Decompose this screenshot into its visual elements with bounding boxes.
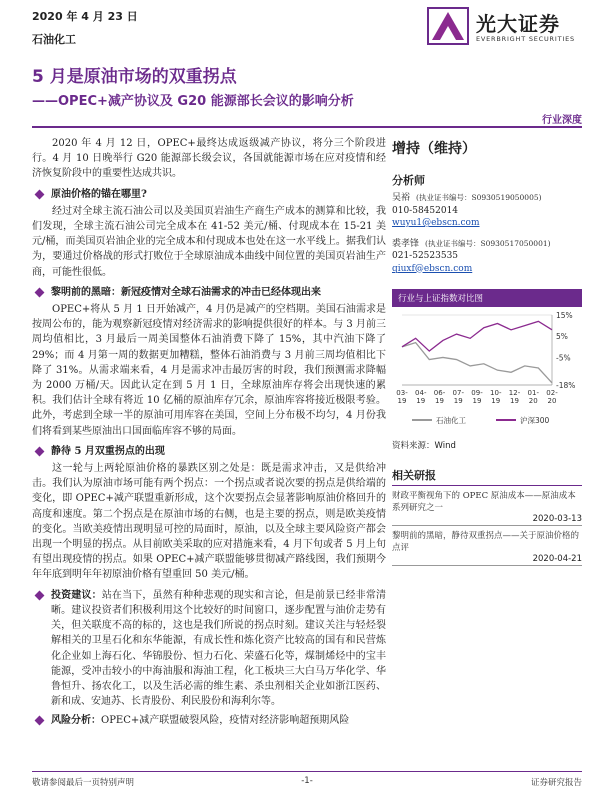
risk-analysis-label: 风险分析： xyxy=(51,715,101,727)
related-report-date: 2020-03-13 xyxy=(392,514,582,526)
comparison-chart xyxy=(392,289,582,451)
chart-title: 行业与上证指数对比图 xyxy=(392,289,582,307)
related-report-title[interactable]: 财政平衡视角下的 OPEC 原油成本——原油成本系列研究之一 xyxy=(392,491,576,513)
chart-legend-label: 石油化工 xyxy=(436,416,466,425)
footer-disclaimer: 敬请参阅最后一页特别声明 xyxy=(32,778,135,788)
report-date: 2020 年 4 月 23 日 xyxy=(32,10,138,23)
section-2-text: OPEC+将从 5 月 1 日开始减产，4 月仍是减产的空档期。美国石油需求是按周公布的，能为观察新冠疫情对经济需求的影响提供很好的样本。与 3 月前三周均值相比，3 月最后一周美国整体石油消费下降了 15%，其中汽油下降了 29%；而 4 月第一周的数据更加糟糕，整体石油消费与 3 月前三周均值相比下降了 31%。从需求端来看，4 月是需求冲击最厉害的时段，我们预测需求降幅为 2000 万桶/天。因此认定在到 5 月 1 日，全球原油库存将会出现快速的累积。我们估计全球有将近 10 亿桶的原油库存冗余，原油库容将接近极限考验。此外，考虑到全球一半的原油可用库容在美国，空间上分布极不均匀，4 月份我们将看到某些原油出口国面临库容不够的局面。 xyxy=(32,304,386,437)
logo-name: 光大证券 xyxy=(476,12,560,36)
related-report-title[interactable]: 黎明前的黑暗，静待双重拐点——关于原油价格的点评 xyxy=(392,531,580,553)
section-3-text: 这一轮与上两轮原油价格的暴跌区别之处是：既是需求冲击，又是供给冲击。我们认为原油市场可能有两个拐点：一个拐点或者说次要的拐点是供给端的变化，即 OPEC+减产联盟重新形成，这个次要拐点会显著影响原油价格回升的高度和速度。第二个拐点是在原油市场的右侧，也是主要的拐点，则是欧美疫情的变化。当欧美疫情出现明显可控的局面时，原油，以及全球主要风险资产都会出现一个明显的拐点。从目前欧美采取的应对措施来看，4 月下旬或者 5 月上旬有望出现疫情的拐点。如果 OPEC+减产联盟能够贯彻减产路线图，我们预期今年年底到明年年初原油价格有望重回 50 美元/桶。 xyxy=(32,463,386,581)
chart-x-tick-label: 06-19 xyxy=(433,389,446,405)
chart-series-line-petrochem xyxy=(402,343,552,383)
analyst-2-license: (执业证书编号：S0930517050001) xyxy=(425,238,551,248)
chart-x-tick-label: 03-19 xyxy=(396,389,408,405)
report-category: 石油化工 xyxy=(32,33,76,46)
section-3-heading: 静待 5 月双重拐点的出现 xyxy=(51,445,165,457)
rating: 增持（维持） xyxy=(392,141,476,157)
related-reports-heading: 相关研报 xyxy=(392,467,582,486)
analyst-1-name: 吴裕 xyxy=(392,193,411,203)
chart-y-tick-label: -5% xyxy=(556,353,571,363)
analyst-2-name: 裘孝锋 xyxy=(392,238,420,249)
analyst-2 xyxy=(392,238,582,276)
section-heading xyxy=(32,285,386,300)
page-footer xyxy=(32,771,582,788)
analyst-1 xyxy=(392,192,582,230)
diamond-bullet-icon xyxy=(35,590,45,600)
section-heading xyxy=(32,444,386,459)
analyst-2-email-link[interactable]: qiuxf@ebscn.com xyxy=(392,263,473,274)
chart-x-tick-label: 09-19 xyxy=(471,389,483,405)
logo-mark-icon xyxy=(426,6,470,46)
analyst-1-license: (执业证书编号：S0930519050005) xyxy=(416,193,542,202)
analyst-1-phone: 010-58452014 xyxy=(392,205,459,216)
main-column xyxy=(32,136,386,729)
report-type-tag: 行业深度 xyxy=(542,115,582,126)
header-rule xyxy=(32,126,582,128)
section-2-heading: 黎明前的黑暗：新冠疫情对全球石油需求的冲击已经体现出来 xyxy=(51,286,321,298)
related-report-date: 2020-04-21 xyxy=(392,554,582,566)
analyst-heading: 分析师 xyxy=(392,174,425,187)
report-title: 5 月是原油市场的双重拐点 xyxy=(32,67,237,87)
analyst-1-email-link[interactable]: wuyu1@ebscn.com xyxy=(392,218,480,228)
company-logo xyxy=(426,6,586,50)
diamond-bullet-icon xyxy=(35,716,45,726)
analyst-2-phone: 021-52523535 xyxy=(392,251,459,261)
investment-advice xyxy=(32,588,386,710)
chart-x-tick-label: 02-20 xyxy=(546,389,558,405)
chart-x-tick-label: 01-20 xyxy=(527,389,539,405)
chart-x-tick-label: 07-19 xyxy=(452,389,464,405)
risk-analysis-text: OPEC+减产联盟破裂风险，疫情对经济影响超预期风险 xyxy=(101,715,350,727)
intro-paragraph: 2020 年 4 月 12 日，OPEC+最终达成返级减产协议，将分三个阶段进行。4 月 10 日晚举行 G20 能源部长级会议，各国就能源市场在应对疫情和经济恢复阶段中的重要性达成共识。 xyxy=(32,138,386,180)
diamond-bullet-icon xyxy=(35,189,45,199)
chart-y-tick-label: 5% xyxy=(556,332,568,342)
chart-source: 资料来源：Wind xyxy=(392,441,456,451)
chart-series-line-csi300 xyxy=(402,321,552,351)
risk-analysis xyxy=(32,713,386,728)
chart-x-tick-label: 10-19 xyxy=(490,389,502,405)
investment-advice-text: 站在当下，虽然有种种悲观的现实和言论，但是前景已经非常清晰。建议投资者们积极利用这个比较好的时间窗口，逐步配置与油价走势有关，但关联度不高的标的，这也是我们所说的拐点时刻。建议关注与轻烃裂解相关的卫星石化和东华能源，有成长性和炼化资产比较高的国有和民营炼化企业如上海石化、华锦股份、恒力石化、荣盛石化等，煤制烯烃中的宝丰能源，受冲击较小的中海油服和海油工程，化工板块三大白马万华化学、华鲁恒升、扬农化工，以及生活必需的维生素、杀虫剂相关企业如浙江医药、新和成、安迪苏、长青股份、利民股份和海利尔等。 xyxy=(51,589,386,708)
chart-y-tick-label: 15% xyxy=(556,311,573,320)
chart-x-tick-label: 04-19 xyxy=(415,389,427,405)
section-heading xyxy=(32,187,386,202)
sidebar xyxy=(392,136,582,566)
diamond-bullet-icon xyxy=(35,447,45,457)
page-number: -1- xyxy=(301,776,313,786)
footer-label: 证券研究报告 xyxy=(530,778,582,788)
chart-plot xyxy=(392,307,582,431)
diamond-bullet-icon xyxy=(35,287,45,297)
chart-y-tick-label: -18% xyxy=(556,381,576,390)
logo-english: EVERBRIGHT SECURITIES xyxy=(476,35,575,43)
chart-legend-label: 沪深300 xyxy=(520,416,550,425)
investment-advice-label: 投资建议： xyxy=(51,589,102,601)
section-1-text: 经过对全球主流石油公司以及美国页岩油生产商生产成本的测算和比较，我们发现，全球主流石油公司完全成本在 41-52 美元/桶、付现成本在 15-21 美元/桶，而美国页岩油企业的完全成本和付现成本也处在这一水平线上。据我们认为，要通过价格战的形式打败位于全球原油成本曲线中间位置的美国页岩油生产商，可能性很低。 xyxy=(32,205,386,278)
section-1-heading: 原油价格的锚在哪里? xyxy=(51,188,147,200)
report-subtitle: ——OPEC+减产协议及 G20 能源部长会议的影响分析 xyxy=(32,94,354,109)
chart-x-tick-label: 12-19 xyxy=(508,389,521,405)
